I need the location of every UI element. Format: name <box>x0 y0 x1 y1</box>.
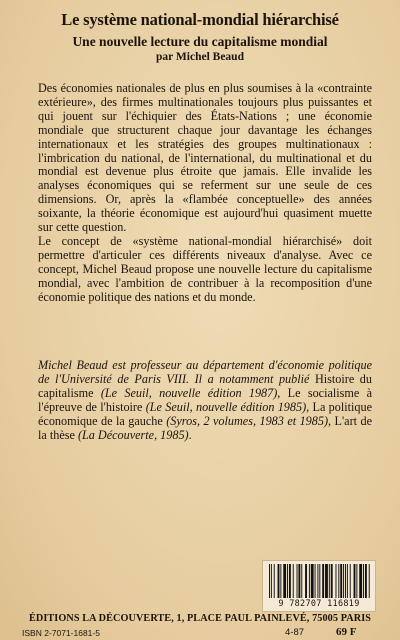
barcode-bar <box>365 564 367 598</box>
barcode-bar <box>359 564 362 598</box>
bio-separator: , <box>306 400 313 414</box>
blurb <box>38 82 372 305</box>
bio-end: . <box>188 428 192 442</box>
barcode-bar <box>309 564 310 598</box>
edition-code: 4-87 <box>285 627 305 638</box>
barcode-bar <box>350 564 351 598</box>
bio-separator: , <box>328 414 335 428</box>
book-title: Le système national-mondial hiérarchisé <box>61 10 339 29</box>
barcode-bar <box>289 564 291 598</box>
barcode-bar <box>354 564 356 598</box>
barcode-bar <box>319 564 320 598</box>
barcode-bar <box>329 564 330 598</box>
price: 69 F <box>336 626 357 638</box>
bio-book-3-title: La politique économique de la gauche <box>38 400 373 428</box>
barcode-bar <box>325 564 328 598</box>
barcode-bar <box>269 564 270 598</box>
blurb-paragraph-2: Le concept de «système national-mondial hiérarchisé» doit permettre d'articuler ces différents niveaux d'analyse. Avec ce concept, Michel Beaud propose une nouvelle lecture du capitalisme mondial, avec l'ambition de contribuer à la recomposition d'une économie politique des nations et du monde. <box>38 233 372 304</box>
bio-book-1-publisher: (Le Seuil, nouvelle édition 1987) <box>100 386 278 400</box>
bio-separator: , <box>277 386 288 400</box>
publisher-address: ÉDITIONS LA DÉCOUVERTE, 1, PLACE PAUL PAINLEVÉ, 75005 PARIS <box>28 613 372 624</box>
bio-book-2-publisher: (Le Seuil, nouvelle édition 1985) <box>145 400 307 414</box>
book-subtitle: Une nouvelle lecture du capitalisme mondial <box>72 34 328 49</box>
barcode-bar <box>278 564 280 598</box>
barcode-bar <box>311 564 314 598</box>
barcode-bars <box>267 564 371 598</box>
barcode-bar <box>283 564 286 598</box>
barcode-bar <box>363 564 364 598</box>
barcode-bar <box>274 564 275 598</box>
barcode-bar <box>336 564 337 598</box>
bio-book-4-title: L'art de la thèse <box>38 414 372 442</box>
barcode-bar <box>343 564 344 598</box>
barcode-bar <box>287 564 288 598</box>
barcode-bar <box>338 564 339 598</box>
barcode-bar <box>345 564 346 598</box>
barcode-bar <box>347 564 348 598</box>
barcode-bar <box>301 564 302 598</box>
barcode-bar <box>298 564 300 598</box>
bio-intro: Michel Beaud est professeur au département d'économie politique de l'Université de Paris VIII. Il a notamment publié <box>38 358 372 386</box>
blurb-paragraph-1: Des économies nationales de plus en plus soumises à la «contrainte extérieure», des firmes multinationales toujours plus puissantes et qui jouent sur l'échiquier des États-Nations ; une économie mondiale que structurent chaque jour davantage les échanges internationaux et les stratégies des groupes multinationaux : l'imbrication du national, de l'international, du multinational et du mondial est devenue plus étroite que jamais. Elle invalide les analyses économiques qui se referment sur une seule de ces dimensions. Or, après la «flambée conceptuelle» des années soixante, la théorie économique est aujourd'hui quasiment muette sur cette question. <box>38 81 372 235</box>
barcode-bar <box>293 564 294 598</box>
author-bio <box>38 358 372 442</box>
barcode-bar <box>315 564 316 598</box>
barcode-bar <box>331 564 333 598</box>
barcode-bar <box>340 564 342 598</box>
barcode-digits: 9 782707 116819 <box>278 599 360 609</box>
barcode-bar <box>322 564 324 598</box>
barcode-bar <box>271 564 272 598</box>
bio-book-4-publisher: (La Découverte, 1985) <box>77 428 189 442</box>
barcode-bar <box>280 564 281 598</box>
barcode-bar <box>356 564 357 598</box>
author-line: par Michel Beaud <box>156 51 244 63</box>
barcode <box>262 560 376 612</box>
barcode-bar <box>297 564 298 598</box>
barcode-bar <box>305 564 307 598</box>
bio-book-1-title: Histoire du capitalisme <box>38 372 372 400</box>
bio-book-3-publisher: (Syros, 2 volumes, 1983 et 1985) <box>166 414 329 428</box>
bio-book-2-title: Le socialisme à l'épreuve de l'histoire <box>38 386 372 414</box>
barcode-bar <box>317 564 318 598</box>
isbn: ISBN 2-7071-1681-5 <box>22 628 100 638</box>
barcode-bar <box>369 564 370 598</box>
